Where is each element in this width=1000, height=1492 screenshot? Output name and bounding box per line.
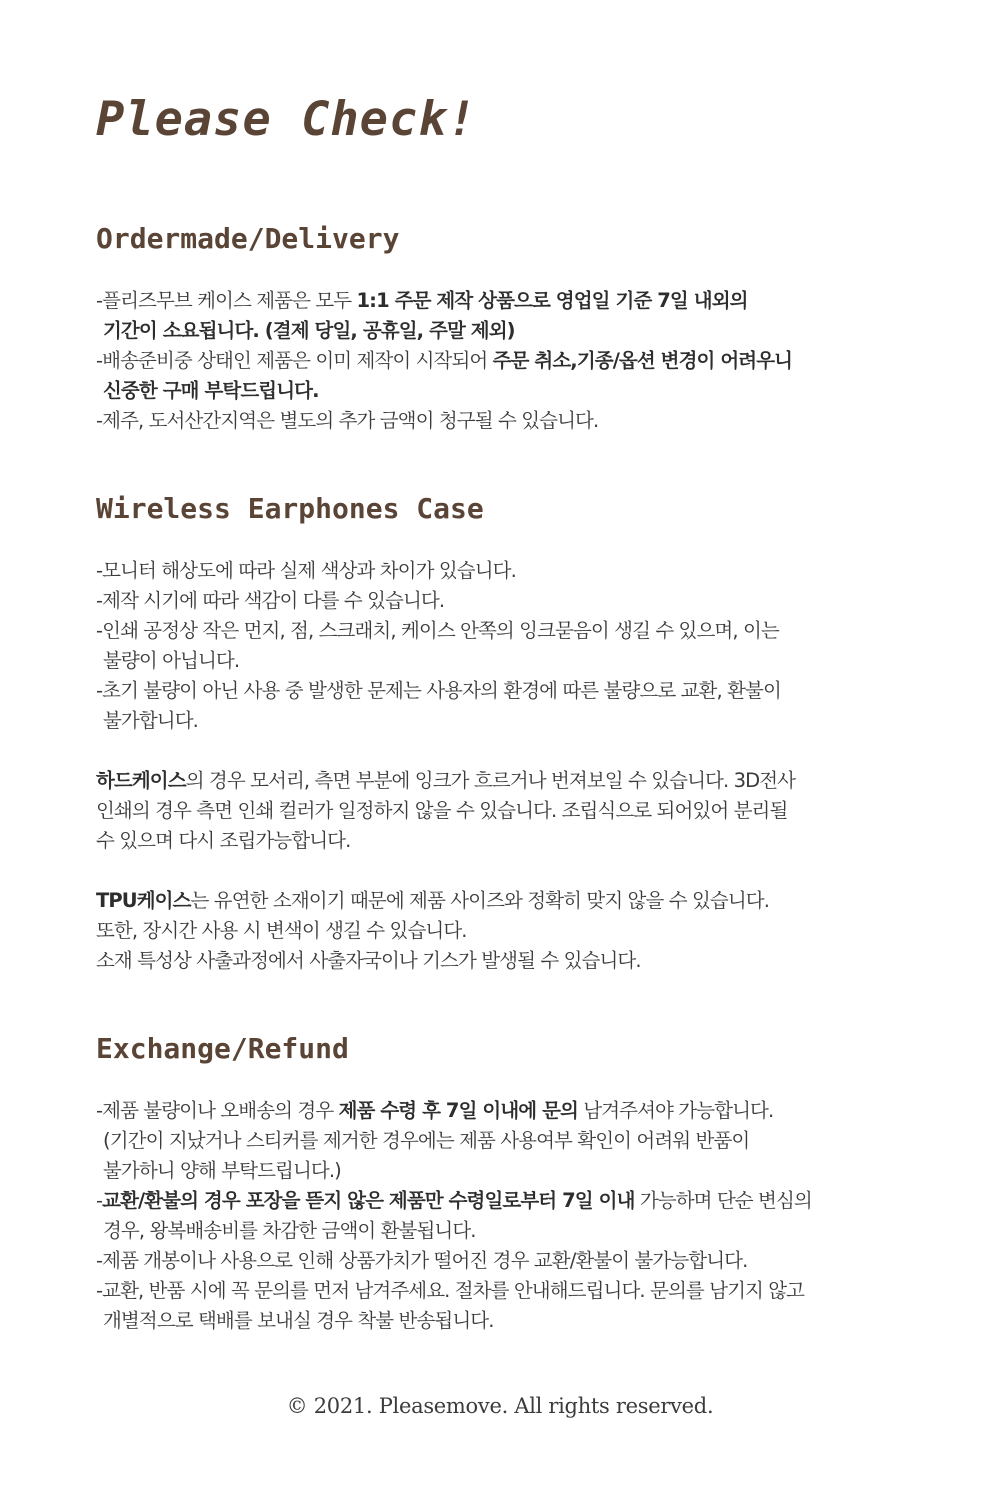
- tpu-case-line-3: 소재 특성상 사출과정에서 사출자국이나 기스가 발생될 수 있습니다.: [96, 949, 641, 972]
- exchange-line-1: -제품 불량이나 오배송의 경우 제품 수령 후 7일 이내에 문의 남겨주셔야 가능합니다.: [96, 1099, 774, 1122]
- exchange-refund-heading: Exchange/Refund: [96, 1032, 349, 1065]
- tpu-case-line-2: 또한, 장시간 사용 시 변색이 생길 수 있습니다.: [96, 919, 467, 942]
- ordermade-delivery-heading: Ordermade/Delivery: [96, 222, 400, 255]
- ordermade-line-5: -제주, 도서산간지역은 별도의 추가 금액이 청구될 수 있습니다.: [96, 409, 599, 432]
- ordermade-line-3: -배송준비중 상태인 제품은 이미 제작이 시작되어 주문 취소,기종/옵션 변경이 어려우니: [96, 349, 793, 372]
- hard-case-line-3: 수 있으며 다시 조립가능합니다.: [96, 829, 351, 852]
- exchange-line-7: -교환, 반품 시에 꼭 문의를 먼저 남겨주세요. 절차를 안내해드립니다. 문의를 남기지 않고: [96, 1279, 805, 1302]
- wireless-earphones-case-heading: Wireless Earphones Case: [96, 492, 484, 525]
- exchange-line-2: (기간이 지났거나 스티커를 제거한 경우에는 제품 사용여부 확인이 어려워 반품이: [103, 1129, 750, 1152]
- exchange-refund-body: [96, 1096, 926, 1336]
- tpu-case-line-1: TPU케이스는 유연한 소재이기 때문에 제품 사이즈와 정확히 맞지 않을 수 있습니다.: [96, 889, 770, 912]
- spacer: [96, 856, 926, 886]
- ordermade-line-1: -플리즈무브 케이스 제품은 모두 1:1 주문 제작 상품으로 영업일 기준 7일 내외의: [96, 289, 748, 312]
- wireless-line-3: -인쇄 공정상 작은 먼지, 점, 스크래치, 케이스 안쪽의 잉크묻음이 생길 수 있으며, 이는: [96, 619, 779, 642]
- ordermade-line-4: 신중한 구매 부탁드립니다.: [103, 379, 319, 402]
- wireless-line-5: -초기 불량이 아닌 사용 중 발생한 문제는 사용자의 환경에 따른 불량으로 교환, 환불이: [96, 679, 781, 702]
- exchange-line-4: -교환/환불의 경우 포장을 뜯지 않은 제품만 수령일로부터 7일 이내 가능하며 단순 변심의: [96, 1189, 812, 1212]
- ordermade-line-2: 기간이 소요됩니다. (결제 당일, 공휴일, 주말 제외): [103, 319, 515, 342]
- wireless-line-6: 불가합니다.: [103, 709, 198, 732]
- page-title: Please Check!: [96, 92, 477, 147]
- hard-case-line-2: 인쇄의 경우 측면 인쇄 컬러가 일정하지 않을 수 있습니다. 조립식으로 되어있어 분리될: [96, 799, 788, 822]
- exchange-line-5: 경우, 왕복배송비를 차감한 금액이 환불됩니다.: [103, 1219, 476, 1242]
- spacer: [96, 736, 926, 766]
- wireless-line-4: 불량이 아닙니다.: [103, 649, 240, 672]
- ordermade-delivery-body: [96, 286, 926, 436]
- hard-case-line-1: 하드케이스의 경우 모서리, 측면 부분에 잉크가 흐르거나 번져보일 수 있습니다. 3D전사: [96, 769, 796, 792]
- wireless-line-2: -제작 시기에 따라 색감이 다를 수 있습니다.: [96, 589, 445, 612]
- exchange-line-8: 개별적으로 택배를 보내실 경우 착불 반송됩니다.: [103, 1309, 494, 1332]
- copyright-footer: © 2021. Pleasemove. All rights reserved.: [286, 1394, 714, 1418]
- wireless-earphones-case-body: [96, 556, 926, 976]
- exchange-line-6: -제품 개봉이나 사용으로 인해 상품가치가 떨어진 경우 교환/환불이 불가능합니다.: [96, 1249, 748, 1272]
- exchange-line-3: 불가하니 양해 부탁드립니다.): [103, 1159, 341, 1182]
- wireless-line-1: -모니터 해상도에 따라 실제 색상과 차이가 있습니다.: [96, 559, 516, 582]
